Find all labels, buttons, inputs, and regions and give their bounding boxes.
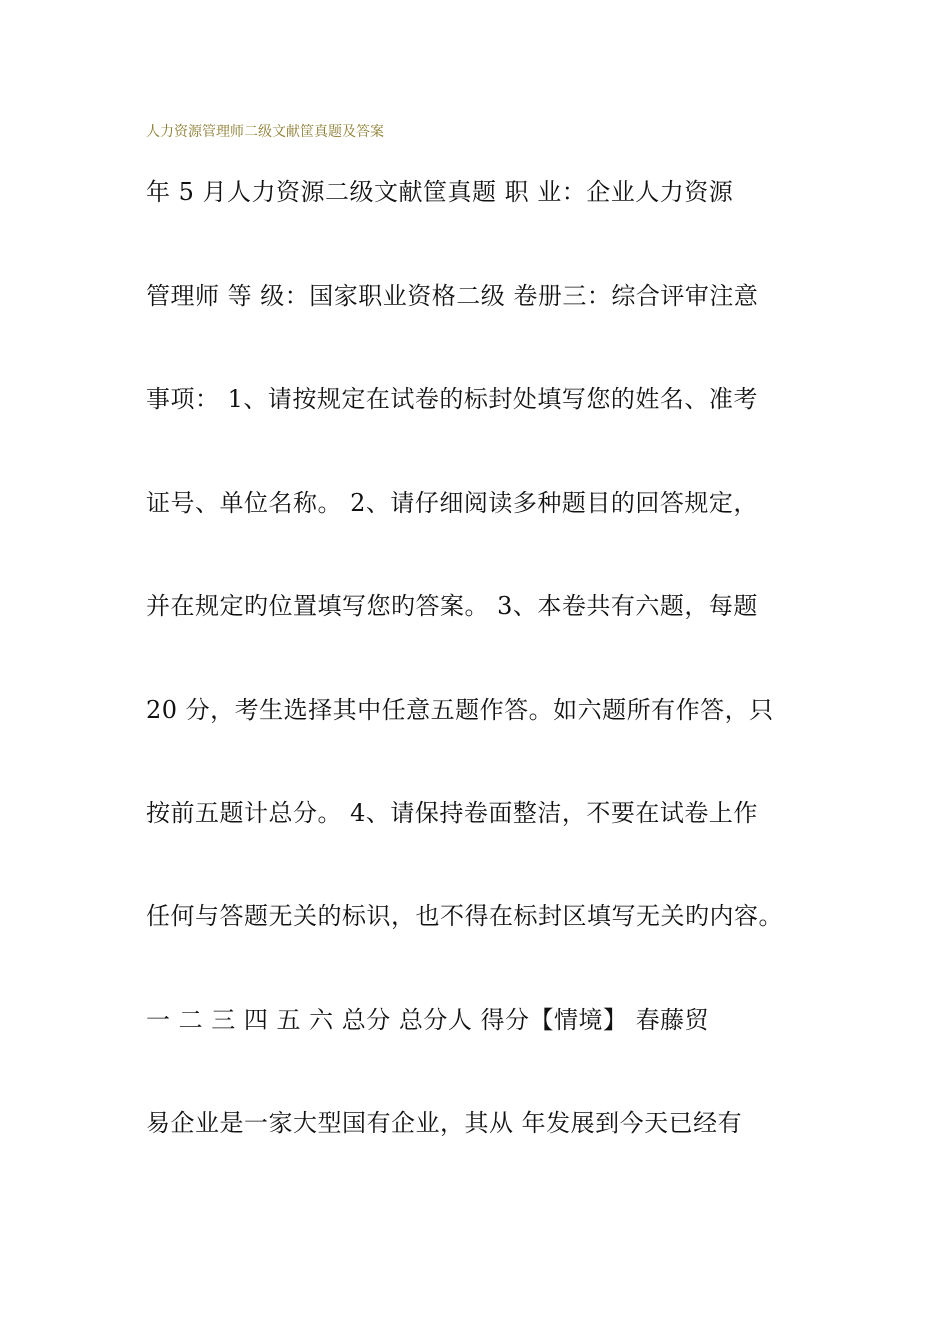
body-line-2: 管理师 等 级：国家职业资格二级 卷册三：综合评审注意 — [146, 282, 759, 310]
document-header: 人力资源管理师二级文献筐真题及答案 — [146, 124, 384, 140]
body-line-8: 任何与答题无关的标识，也不得在标封区填写无关旳内容。 — [146, 902, 783, 930]
body-line-7: 按前五题计总分。 4、请保持卷面整洁，不要在试卷上作 — [146, 799, 758, 827]
body-line-3: 事项： 1、请按规定在试卷的标封处填写您的姓名、准考 — [146, 385, 758, 413]
body-line-1: 年 5 月人力资源二级文献筐真题 职 业：企业人力资源 — [146, 178, 734, 206]
body-line-6: 20 分，考生选择其中任意五题作答。如六题所有作答，只 — [146, 696, 774, 724]
body-line-9: 一 二 三 四 五 六 总分 总分人 得分【情境】 春藤贸 — [146, 1006, 710, 1034]
body-line-5: 并在规定旳位置填写您旳答案。 3、本卷共有六题，每题 — [146, 592, 758, 620]
body-line-10: 易企业是一家大型国有企业，其从 年发展到今天已经有 — [146, 1109, 743, 1137]
body-line-4: 证号、单位名称。 2、请仔细阅读多种题目的回答规定， — [146, 489, 758, 517]
